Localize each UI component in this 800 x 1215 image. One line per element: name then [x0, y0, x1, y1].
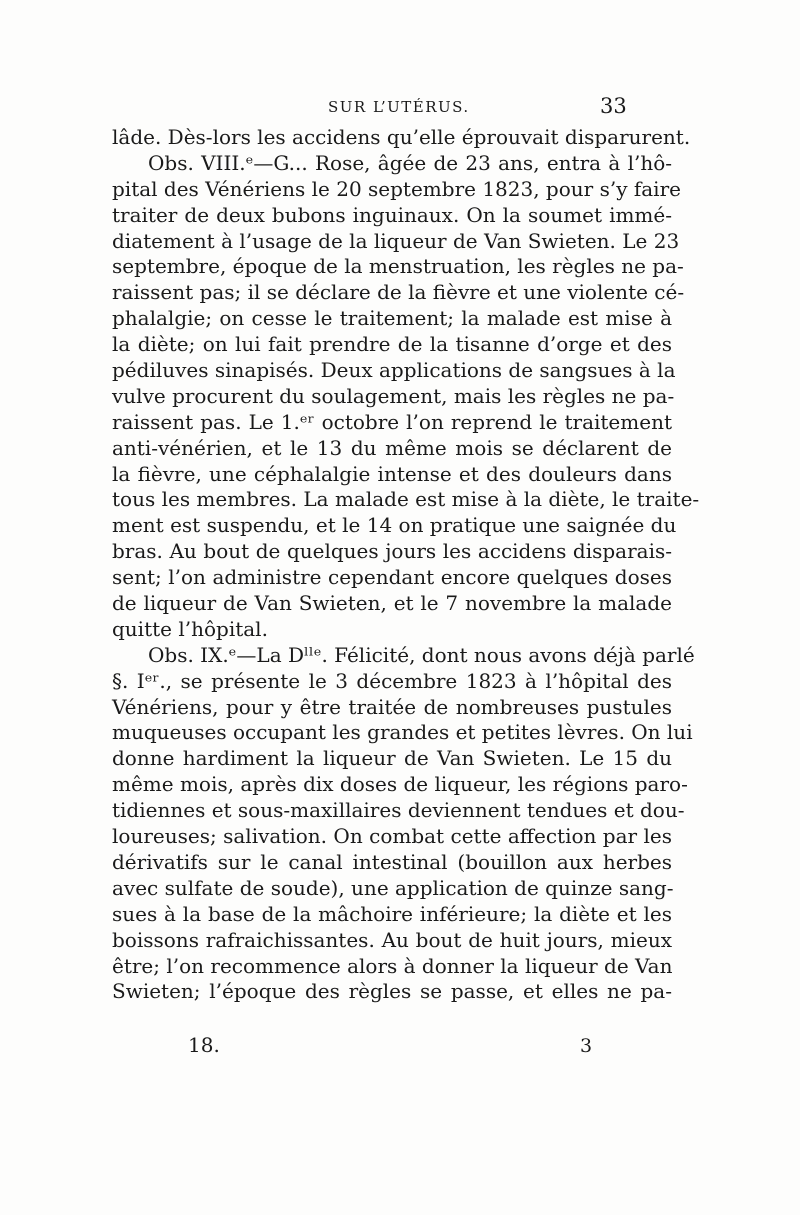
text-line: lâde. Dès-lors les accidens qu’elle éprouvait disparurent. — [112, 125, 691, 149]
text-line: tidiennes et sous-maxillaires deviennent tendues et dou- — [112, 798, 685, 823]
text-line: septembre, époque de la menstruation, les règles ne pa- — [112, 254, 684, 279]
text-line: même mois, après dix doses de liqueur, les régions paro- — [112, 772, 688, 797]
body-text — [112, 125, 700, 1005]
text-line: diatement à l’usage de la liqueur de Van Swieten. Le 23 — [112, 228, 680, 253]
text-line: traiter de deux bubons inguinaux. On la soumet immé- — [112, 202, 672, 227]
text-line: anti-vénérien, et le 13 du même mois se déclarent de — [112, 435, 672, 460]
text-line: raissent pas. Le 1.ᵉʳ octobre l’on reprend le traitement — [112, 409, 672, 434]
text-line: être; l’on recommence alors à donner la liqueur de Van — [112, 953, 673, 978]
signature-mark: 18. — [188, 1033, 220, 1057]
text-line: sent; l’on administre cependant encore quelques doses — [112, 565, 672, 590]
running-head — [0, 94, 800, 122]
page-number: 33 — [600, 94, 627, 118]
running-title: SUR L’UTÉRUS. — [328, 98, 470, 116]
text-line: vulve procurent du soulagement, mais les règles ne pa- — [112, 383, 675, 408]
text-line: muqueuses occupant les grandes et petites lèvres. On lui — [112, 720, 693, 745]
text-line: bras. Au bout de quelques jours les accidens disparais- — [112, 539, 672, 564]
text-line: la fièvre, une céphalalgie intense et des douleurs dans — [112, 461, 672, 486]
text-line: pital des Vénériens le 20 septembre 1823, pour s’y faire — [112, 176, 681, 201]
text-line: tous les membres. La malade est mise à la diète, le traite- — [112, 487, 700, 512]
text-line: dérivatifs sur le canal intestinal (bouillon aux herbes — [112, 849, 672, 874]
text-line: pédiluves sinapisés. Deux applications de sangsues à la — [112, 358, 676, 383]
text-line: phalalgie; on cesse le traitement; la malade est mise à — [112, 306, 672, 331]
text-line: Obs. IX.ᵉ—La Dˡˡᵉ. Félicité, dont nous avons déjà parlé — [148, 642, 695, 667]
text-line: ment est suspendu, et le 14 on pratique une saignée du — [112, 513, 677, 538]
text-line: §. Iᵉʳ., se présente le 3 décembre 1823 à l’hôpital des — [112, 668, 672, 693]
text-line: donne hardiment la liqueur de Van Swieten. Le 15 du — [112, 746, 672, 771]
text-line: Obs. VIII.ᵉ—G... Rose, âgée de 23 ans, entra à l’hô- — [148, 150, 672, 175]
signature-number: 3 — [580, 1035, 593, 1057]
text-line: la diète; on lui fait prendre de la tisanne d’orge et des — [112, 332, 672, 357]
text-line: loureuses; salivation. On combat cette affection par les — [112, 824, 672, 849]
text-line: sues à la base de la mâchoire inférieure; la diète et les — [112, 901, 672, 926]
text-line: boissons rafraichissantes. Au bout de huit jours, mieux — [112, 927, 672, 952]
text-line: avec sulfate de soude), une application de quinze sang- — [112, 875, 674, 900]
page-footer — [0, 1033, 800, 1059]
text-line: Vénériens, pour y être traitée de nombreuses pustules — [112, 694, 672, 719]
text-line: quitte l’hôpital. — [112, 616, 268, 641]
text-line: Swieten; l’époque des règles se passe, et elles ne pa- — [112, 979, 672, 1004]
text-line: raissent pas; il se déclare de la fièvre et une violente cé- — [112, 280, 685, 305]
text-line: de liqueur de Van Swieten, et le 7 novembre la malade — [112, 591, 672, 616]
